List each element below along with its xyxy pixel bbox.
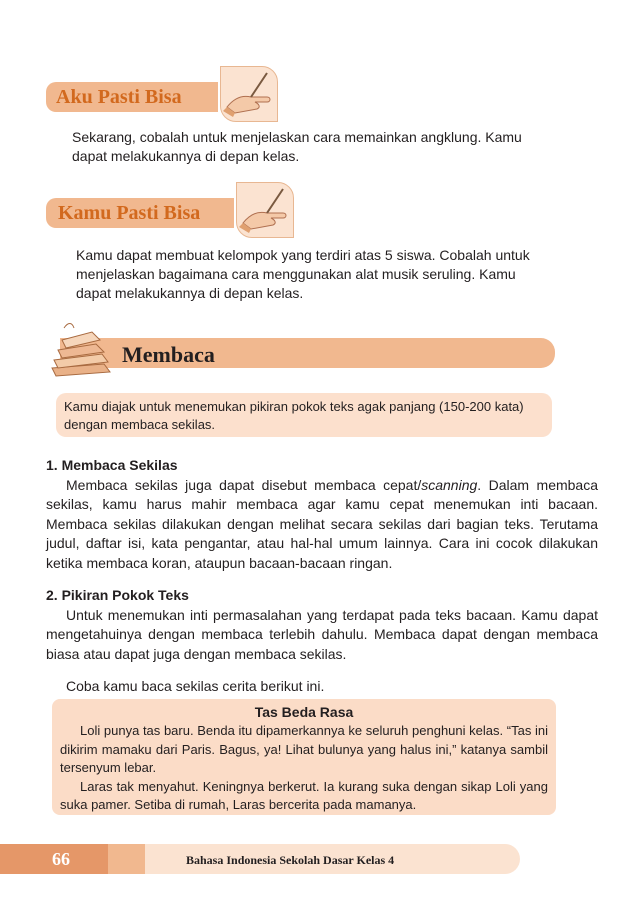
section1-text-italic: scanning — [421, 476, 478, 493]
kamu-hand-frame — [236, 182, 294, 238]
membaca-intro: Kamu diajak untuk menemukan pikiran pokok teks agak panjang (150-200 kata) dengan membaca sekilas. — [64, 399, 524, 432]
writing-hand-icon — [237, 183, 293, 237]
kamu-text: Kamu dapat membuat kelompok yang terdiri atas 5 siswa. Cobalah untuk menjelaskan bagaimana cara menggunakan alat musik seruling. Kamu dapat melakukannya di depan kelas. — [76, 247, 530, 301]
page-number: 66 — [52, 849, 70, 869]
writing-hand-icon — [221, 67, 277, 121]
section2-heading: 2. Pikiran Pokok Teks — [46, 587, 189, 603]
book-title: Bahasa Indonesia Sekolah Dasar Kelas 4 — [186, 853, 395, 867]
section2 — [46, 586, 598, 697]
books-icon — [44, 318, 120, 378]
membaca-title: Membaca — [122, 342, 215, 367]
section1 — [46, 456, 598, 573]
section1-text-a: Membaca sekilas juga dapat disebut membaca cepat/ — [66, 476, 422, 493]
section1-text-b: . Dalam membaca sekilas, kamu harus mahir membaca agar kamu cepat menemukan inti bacaan. Membaca sekilas dilakukan dengan melihat secara sekilas dari bagian teks. Terutama judul, daftar isi, kata pengantar, atau hal-hal umum lainnya. Cara ini cocok dilakukan ketika membaca koran, ataupun bacaan-bacaan ringan. — [46, 476, 598, 571]
aku-hand-frame — [220, 66, 278, 122]
section1-heading: 1. Membaca Sekilas — [46, 457, 178, 473]
aku-text: Sekarang, cobalah untuk menjelaskan cara memainkan angklung. Kamu dapat melakukannya di depan kelas. — [72, 129, 522, 164]
section1-paragraph — [46, 476, 598, 574]
story-body — [60, 722, 548, 815]
story-paragraph-1: Loli punya tas baru. Benda itu dipamerkannya ke seluruh penghuni kelas. “Tas ini dikirim mamaku dari Paris. Bagus, ya! Lihat bulunya yang halus ini,” katanya sambil tersenyum lebar. — [60, 723, 548, 775]
section2-paragraph — [46, 606, 598, 665]
story-paragraph-2: Laras tak menyahut. Keningnya berkerut. Ia kurang suka dengan sikap Loli yang suka pamer. Setiba di rumah, Laras bercerita pada mamanya. — [60, 778, 548, 812]
section2-text: Untuk menemukan inti permasalahan yang terdapat pada teks bacaan. Kamu dapat mengetahuinya dengan membaca terlebih dahulu. Membaca dapat dengan membaca biasa atau dapat juga dengan membaca sekilas. — [46, 606, 598, 662]
kamu-pasti-bisa-title: Kamu Pasti Bisa — [58, 202, 201, 224]
aku-pasti-bisa-title: Aku Pasti Bisa — [56, 86, 182, 108]
story-title: Tas Beda Rasa — [254, 704, 354, 720]
section2-prompt: Coba kamu baca sekilas cerita berikut ini. — [66, 678, 325, 694]
